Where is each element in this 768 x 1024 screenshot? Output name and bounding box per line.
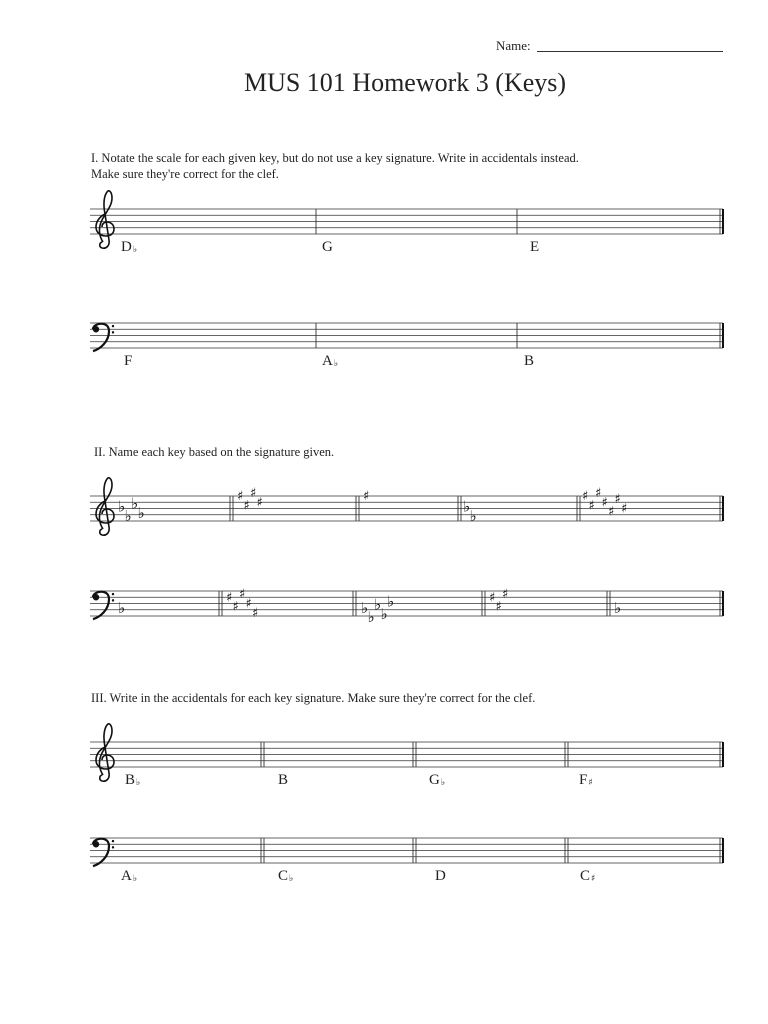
sharp-sign: ♯	[237, 489, 244, 504]
sharp-sign: ♯	[608, 504, 615, 520]
staff-1-bass[interactable]	[90, 313, 727, 353]
key-label	[530, 239, 539, 256]
sharp-sign: ♯	[252, 605, 259, 621]
staff-3-treble[interactable]	[90, 732, 727, 772]
key-letter: A	[322, 353, 333, 369]
key-label	[278, 772, 288, 789]
sharp-sign: ♯	[250, 485, 257, 501]
key-letter: G	[429, 772, 440, 788]
sharp-sign: ♯	[489, 590, 496, 606]
flat-sign: ♭	[124, 506, 132, 525]
sharp-sign: ♯	[588, 498, 595, 514]
sharp-sign: ♯	[243, 498, 250, 514]
key-label	[125, 772, 140, 789]
key-label	[580, 868, 595, 885]
staff-2-treble[interactable]	[90, 486, 727, 526]
flat-sign: ♭	[136, 778, 141, 788]
flat-sign: ♭	[374, 595, 382, 614]
sharp-sign: ♯	[588, 778, 593, 788]
bass-clef-icon	[93, 324, 114, 351]
sharp-sign: ♯	[621, 501, 628, 517]
flat-sign: ♭	[137, 503, 145, 522]
key-letter: D	[121, 239, 132, 255]
page-title: MUS 101 Homework 3 (Keys)	[243, 68, 567, 97]
key-letter: B	[278, 772, 289, 788]
key-label	[524, 353, 534, 370]
sharp-sign: ♯	[239, 587, 246, 603]
treble-clef-icon	[96, 724, 114, 781]
name-field[interactable]	[537, 51, 723, 52]
sharp-sign: ♯	[591, 874, 596, 884]
flat-sign: ♭	[367, 608, 375, 627]
bass-clef-icon	[93, 839, 114, 866]
section-3-instructions: III. Write in the accidentals for each key signature. Make sure they're correct for the clef.	[91, 691, 536, 705]
key-letter: F	[124, 353, 133, 369]
sharp-sign: ♯	[495, 599, 502, 615]
sharp-sign: ♯	[614, 492, 621, 508]
sharp-sign: ♯	[595, 485, 602, 501]
staff-2-bass[interactable]	[90, 581, 727, 627]
flat-sign: ♭	[289, 874, 294, 884]
flat-sign: ♭	[380, 605, 388, 623]
flat-sign: ♭	[131, 494, 139, 513]
key-label	[429, 772, 445, 789]
flat-sign: ♭	[132, 245, 138, 255]
treble-clef-icon	[96, 478, 114, 535]
key-label	[121, 239, 137, 256]
sharp-sign: ♯	[232, 599, 239, 615]
key-label	[579, 772, 593, 789]
key-letter: B	[125, 772, 136, 788]
treble-clef-icon	[96, 191, 114, 248]
flat-sign: ♭	[387, 592, 395, 611]
name-label: Name:	[496, 38, 531, 53]
key-label	[435, 868, 446, 885]
flat-sign: ♭	[333, 359, 339, 369]
flat-sign: ♭	[118, 598, 126, 617]
key-letter: D	[435, 868, 446, 884]
flat-sign: ♭	[440, 778, 446, 788]
bass-clef-icon	[93, 592, 114, 619]
key-letter: C	[278, 868, 289, 884]
key-letter: C	[580, 868, 591, 884]
key-letter: F	[579, 772, 588, 788]
sharp-sign: ♯	[502, 587, 509, 603]
flat-sign: ♭	[132, 874, 138, 884]
sharp-sign: ♯	[601, 495, 608, 511]
sharp-sign: ♯	[363, 489, 370, 504]
sharp-sign: ♯	[256, 495, 263, 511]
sharp-sign: ♯	[245, 596, 252, 612]
key-letter: A	[121, 868, 132, 884]
staff-1-treble[interactable]	[90, 199, 727, 239]
sharp-sign: ♯	[226, 590, 233, 606]
key-label	[278, 868, 293, 885]
key-label	[322, 353, 338, 370]
sharp-sign: ♯	[582, 489, 589, 504]
key-letter: E	[530, 239, 540, 255]
section-1-instructions: I. Notate the scale for each given key, but do not use a key signature. Write in accidentals instead. Make sure they're correct for the clef.	[91, 151, 579, 181]
flat-sign: ♭	[469, 506, 477, 525]
key-letter: B	[524, 353, 535, 369]
flat-sign: ♭	[361, 598, 369, 617]
key-label	[124, 353, 132, 370]
flat-sign: ♭	[118, 497, 126, 516]
staff-3-bass[interactable]	[90, 828, 727, 868]
flat-sign: ♭	[463, 497, 471, 516]
key-label	[322, 239, 333, 256]
flat-sign: ♭	[614, 598, 622, 617]
key-letter: G	[322, 239, 333, 255]
key-label	[121, 868, 137, 885]
section-2-instructions: II. Name each key based on the signature given.	[94, 445, 335, 459]
